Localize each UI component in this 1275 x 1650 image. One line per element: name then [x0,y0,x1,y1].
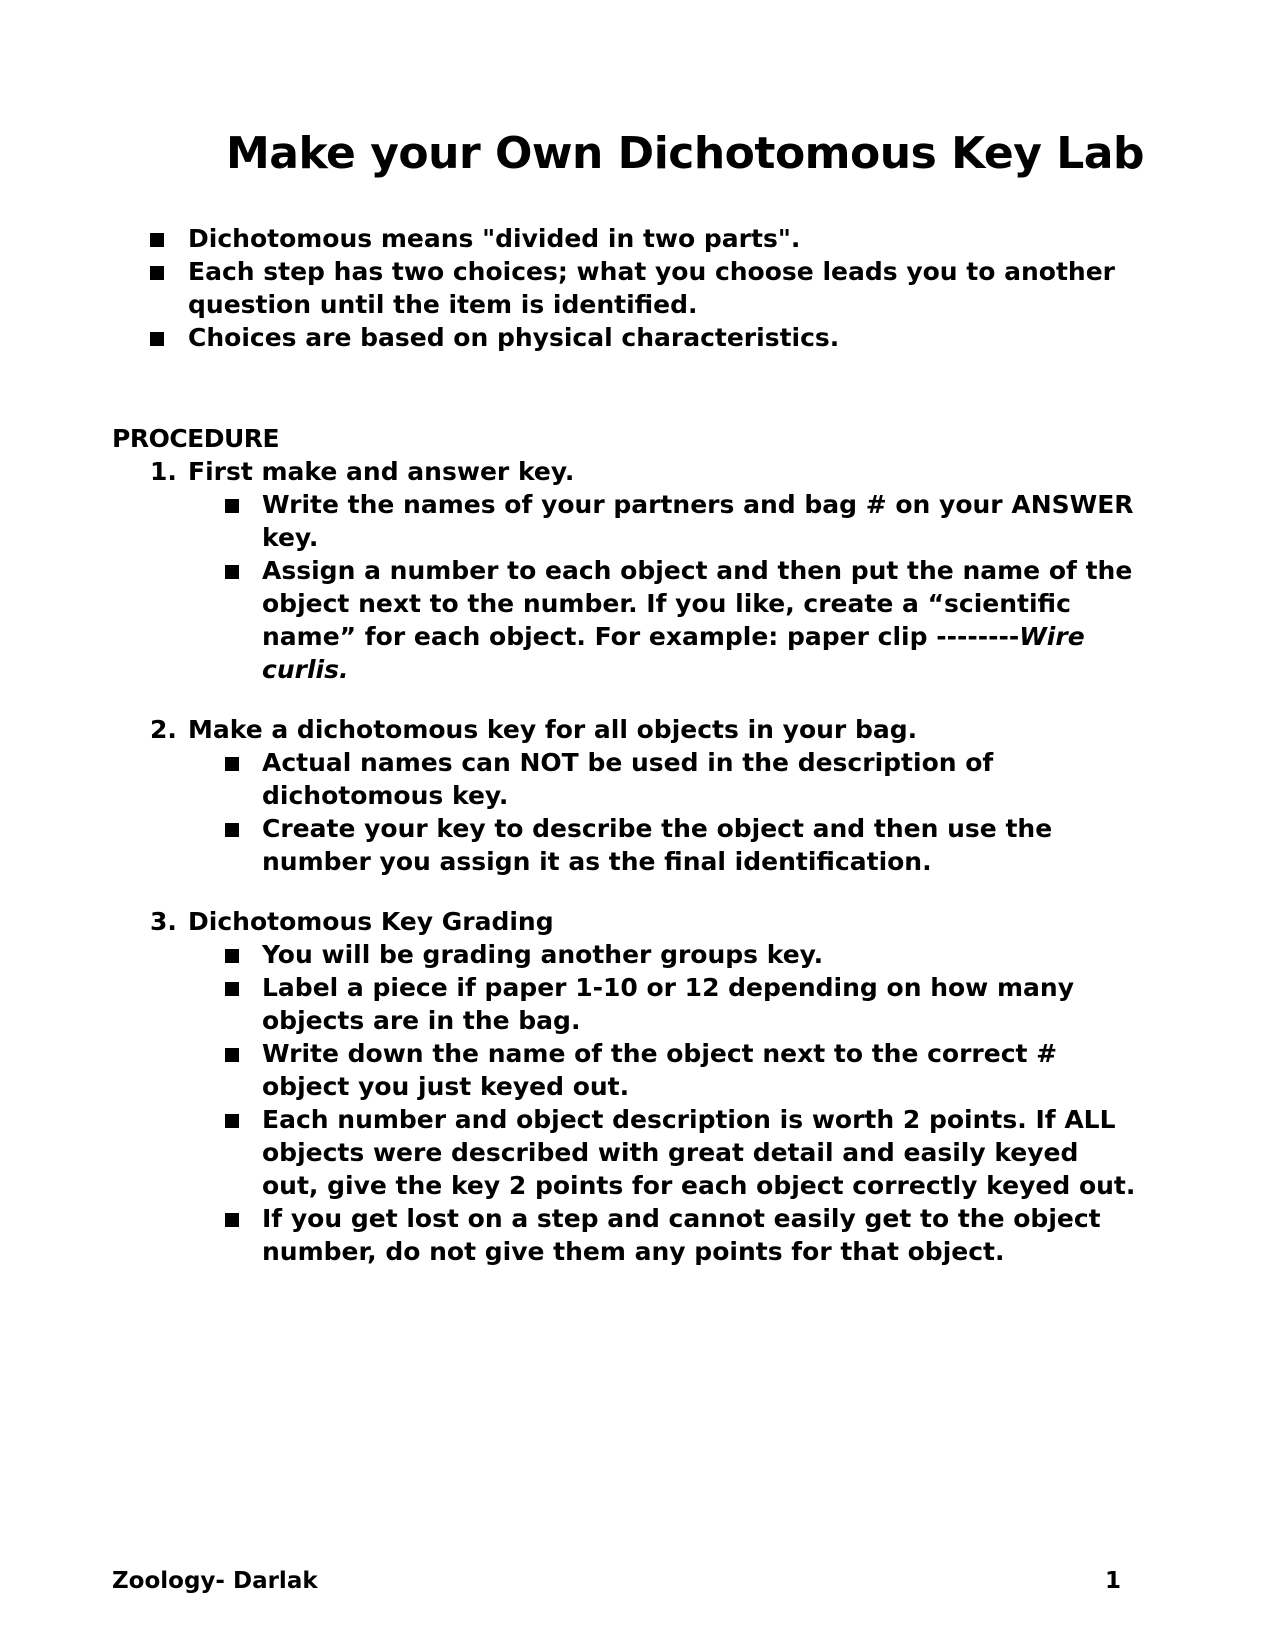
step-bullet [150,971,1140,1037]
procedure-step [150,713,1140,878]
square-bullet-icon [225,565,239,579]
square-bullet-icon [225,757,239,771]
step-bullet [150,1037,1140,1103]
square-bullet-icon [225,982,239,996]
square-bullet-icon [225,1048,239,1062]
square-bullet-icon [225,499,239,513]
step-bullet-text: You will be grading another groups key. [262,940,824,969]
procedure-step [150,455,1140,686]
step-bullet [150,812,1140,878]
step-bullet-text: Assign a number to each object and then put the name of the object next to the number. If you like, create a “scientific name” for each object. For example: paper clip -------- [262,556,1133,651]
intro-item-text: Dichotomous means "divided in two parts". [188,224,801,253]
step-bullet-list [150,938,1140,1268]
step-bullet-list [150,746,1140,878]
step-bullet-text: Write down the name of the object next to the correct # object you just keyed out. [262,1039,1058,1101]
procedure-heading: PROCEDURE [112,424,280,453]
square-bullet-icon [225,823,239,837]
step-heading [150,905,1140,938]
step-bullet-text: Actual names can NOT be used in the description of dichotomous key. [262,748,994,810]
step-number: 3. [150,907,177,936]
procedure-step [150,905,1140,1268]
step-bullet-list [150,488,1140,686]
step-bullet-text: Write the names of your partners and bag # on your ANSWER key. [262,490,1134,552]
step-number: 1. [150,457,177,486]
square-bullet-icon [150,266,164,280]
step-title: Make a dichotomous key for all objects in your bag. [188,715,918,744]
step-bullet [150,1202,1140,1268]
step-bullet [150,746,1140,812]
footer-page-number: 1 [1105,1568,1122,1594]
step-bullet-text: Label a piece if paper 1-10 or 12 depending on how many objects are in the bag. [262,973,1074,1035]
step-heading [150,713,1140,746]
square-bullet-icon [150,233,164,247]
intro-item [150,321,1130,354]
square-bullet-icon [150,332,164,346]
step-title: First make and answer key. [188,457,575,486]
step-heading [150,455,1140,488]
step-bullet [150,938,1140,971]
step-number: 2. [150,715,177,744]
intro-item [150,255,1130,321]
step-bullet-text: If you get lost on a step and cannot easily get to the object number, do not give them any points for that object. [262,1204,1101,1266]
square-bullet-icon [225,1114,239,1128]
footer-course-author: Zoology- Darlak [112,1568,318,1594]
intro-item-text: Each step has two choices; what you choose leads you to another question until the item is identified. [188,257,1116,319]
square-bullet-icon [225,949,239,963]
page-title: Make your Own Dichotomous Key Lab [226,128,1144,179]
step-bullet-text: Create your key to describe the object and then use the number you assign it as the final identification. [262,814,1053,876]
intro-item-text: Choices are based on physical characteristics. [188,323,840,352]
step-title: Dichotomous Key Grading [188,907,554,936]
square-bullet-icon [225,1213,239,1227]
step-bullet [150,554,1140,686]
step-bullet-text: Each number and object description is worth 2 points. If ALL objects were described with great detail and easily keyed out, give the key 2 points for each object correctly keyed out. [262,1105,1136,1200]
step-bullet [150,488,1140,554]
step-bullet [150,1103,1140,1202]
intro-list [150,222,1130,354]
intro-item [150,222,1130,255]
scientific-name-example: Wire curlis. [262,622,1085,684]
